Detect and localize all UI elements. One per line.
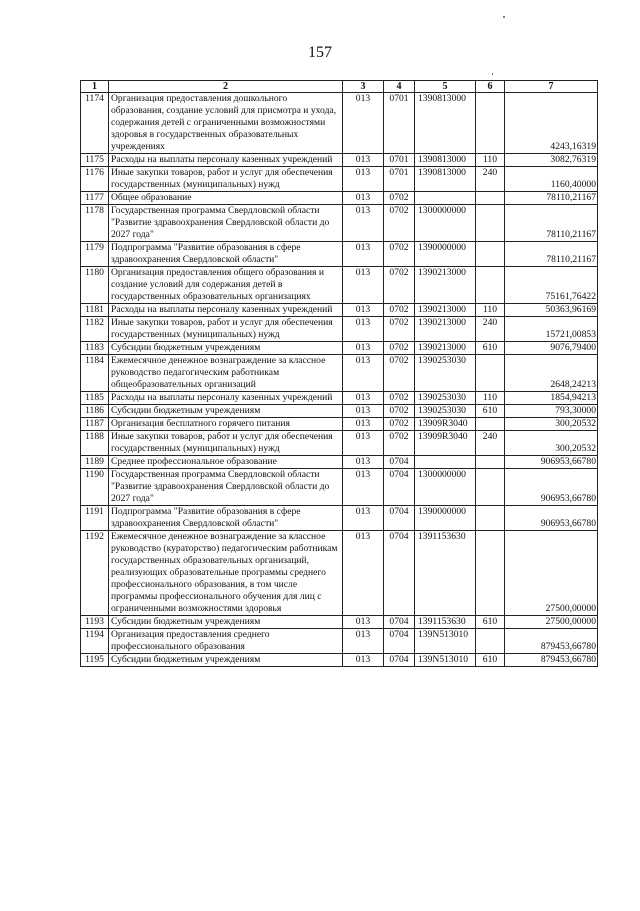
row-section-code: 0701 <box>384 93 415 154</box>
row-ministry-code: 013 <box>343 304 384 317</box>
column-header: 6 <box>476 81 505 93</box>
table-row <box>81 93 598 154</box>
row-ministry-code: 013 <box>343 531 384 616</box>
table-row <box>81 456 598 469</box>
row-section-code: 0702 <box>384 431 415 456</box>
row-number: 1193 <box>81 616 109 629</box>
row-ministry-code: 013 <box>343 192 384 205</box>
row-expense-type: 610 <box>476 654 505 667</box>
row-amount: 15721,00853 <box>505 317 598 342</box>
row-name: Субсидии бюджетным учреждениям <box>109 342 343 355</box>
row-name: Подпрограмма "Развитие образования в сфере здравоохранения Свердловской области" <box>109 242 343 267</box>
row-name: Среднее профессиональное образование <box>109 456 343 469</box>
row-section-code: 0701 <box>384 154 415 167</box>
row-section-code: 0702 <box>384 205 415 242</box>
row-expense-type <box>476 456 505 469</box>
row-section-code: 0702 <box>384 192 415 205</box>
row-target-article: 13909R3040 <box>415 418 476 431</box>
row-amount: 78110,21167 <box>505 242 598 267</box>
row-ministry-code: 013 <box>343 629 384 654</box>
row-ministry-code: 013 <box>343 654 384 667</box>
row-name: Организация бесплатного горячего питания <box>109 418 343 431</box>
row-section-code: 0702 <box>384 317 415 342</box>
row-section-code: 0702 <box>384 304 415 317</box>
row-number: 1178 <box>81 205 109 242</box>
row-number: 1188 <box>81 431 109 456</box>
row-target-article: 1391153630 <box>415 616 476 629</box>
table-row <box>81 355 598 392</box>
row-expense-type <box>476 506 505 531</box>
row-number: 1177 <box>81 192 109 205</box>
row-target-article: 139N513010 <box>415 654 476 667</box>
table-row <box>81 431 598 456</box>
row-ministry-code: 013 <box>343 317 384 342</box>
table-body <box>81 93 598 667</box>
row-expense-type <box>476 242 505 267</box>
row-name: Субсидии бюджетным учреждениям <box>109 616 343 629</box>
row-section-code: 0701 <box>384 167 415 192</box>
table-row <box>81 317 598 342</box>
row-number: 1195 <box>81 654 109 667</box>
row-ministry-code: 013 <box>343 267 384 304</box>
row-name: Ежемесячное денежное вознаграждение за классное руководство (кураторство) педагогическим работникам государственных образовательных организаций, реализующих образовательные программы среднего профессионального образования, в том числе программы профессионального обучения для лиц с ограниченными возможностями здоровья <box>109 531 343 616</box>
row-name: Государственная программа Свердловской области "Развитие здравоохранения Свердловской области до 2027 года" <box>109 469 343 506</box>
row-target-article: 1300000000 <box>415 205 476 242</box>
row-name: Иные закупки товаров, работ и услуг для обеспечения государственных (муниципальных) нужд <box>109 431 343 456</box>
row-target-article: 1390813000 <box>415 154 476 167</box>
row-target-article: 1390253030 <box>415 355 476 392</box>
row-name: Расходы на выплаты персоналу казенных учреждений <box>109 154 343 167</box>
row-name: Субсидии бюджетным учреждениям <box>109 405 343 418</box>
row-expense-type <box>476 418 505 431</box>
row-name: Субсидии бюджетным учреждениям <box>109 654 343 667</box>
row-section-code: 0702 <box>384 242 415 267</box>
row-amount: 50363,96169 <box>505 304 598 317</box>
table-row <box>81 304 598 317</box>
table-row <box>81 654 598 667</box>
row-ministry-code: 013 <box>343 93 384 154</box>
table-row <box>81 629 598 654</box>
row-number: 1181 <box>81 304 109 317</box>
row-amount: 906953,66780 <box>505 506 598 531</box>
row-expense-type <box>476 531 505 616</box>
row-expense-type <box>476 205 505 242</box>
table-row <box>81 267 598 304</box>
row-number: 1185 <box>81 392 109 405</box>
row-number: 1186 <box>81 405 109 418</box>
row-amount: 78110,21167 <box>505 205 598 242</box>
row-expense-type: 240 <box>476 431 505 456</box>
row-section-code: 0702 <box>384 267 415 304</box>
table-row <box>81 418 598 431</box>
row-amount: 9076,79400 <box>505 342 598 355</box>
column-header: 2 <box>109 81 343 93</box>
row-target-article: 139N513010 <box>415 629 476 654</box>
row-expense-type: 110 <box>476 392 505 405</box>
row-ministry-code: 013 <box>343 456 384 469</box>
row-ministry-code: 013 <box>343 431 384 456</box>
budget-table-container <box>80 80 597 667</box>
row-number: 1184 <box>81 355 109 392</box>
row-amount: 3082,76319 <box>505 154 598 167</box>
row-name: Иные закупки товаров, работ и услуг для обеспечения государственных (муниципальных) нужд <box>109 317 343 342</box>
row-target-article <box>415 456 476 469</box>
row-amount: 879453,66780 <box>505 654 598 667</box>
table-row <box>81 616 598 629</box>
row-amount: 27500,00000 <box>505 531 598 616</box>
row-target-article: 1390213000 <box>415 317 476 342</box>
row-expense-type: 110 <box>476 154 505 167</box>
row-number: 1190 <box>81 469 109 506</box>
table-row <box>81 154 598 167</box>
row-number: 1176 <box>81 167 109 192</box>
table-row <box>81 405 598 418</box>
row-amount: 906953,66780 <box>505 469 598 506</box>
row-ministry-code: 013 <box>343 392 384 405</box>
row-target-article: 1300000000 <box>415 469 476 506</box>
row-ministry-code: 013 <box>343 405 384 418</box>
row-expense-type: 610 <box>476 616 505 629</box>
row-name: Расходы на выплаты персоналу казенных учреждений <box>109 304 343 317</box>
table-row <box>81 506 598 531</box>
table-row <box>81 531 598 616</box>
row-expense-type: 610 <box>476 405 505 418</box>
row-name: Организация предоставления дошкольного образования, создание условий для присмотра и ухода, содержания детей с ограниченными возможностями здоровья в государственных образовательных учреждениях <box>109 93 343 154</box>
row-number: 1189 <box>81 456 109 469</box>
row-amount: 27500,00000 <box>505 616 598 629</box>
row-target-article: 1390213000 <box>415 342 476 355</box>
row-target-article: 1390000000 <box>415 506 476 531</box>
table-row <box>81 192 598 205</box>
row-number: 1187 <box>81 418 109 431</box>
row-number: 1194 <box>81 629 109 654</box>
column-header: 7 <box>505 81 598 93</box>
row-amount: 906953,66780 <box>505 456 598 469</box>
row-number: 1192 <box>81 531 109 616</box>
row-expense-type <box>476 469 505 506</box>
row-number: 1179 <box>81 242 109 267</box>
row-section-code: 0704 <box>384 629 415 654</box>
row-ministry-code: 013 <box>343 342 384 355</box>
row-target-article: 1390813000 <box>415 93 476 154</box>
row-name: Организация предоставления среднего профессионального образования <box>109 629 343 654</box>
row-amount: 1160,40000 <box>505 167 598 192</box>
row-target-article: 1390813000 <box>415 167 476 192</box>
row-target-article: 1390000000 <box>415 242 476 267</box>
table-row <box>81 205 598 242</box>
row-target-article: 1390253030 <box>415 392 476 405</box>
row-name: Общее образование <box>109 192 343 205</box>
row-section-code: 0704 <box>384 469 415 506</box>
row-expense-type: 610 <box>476 342 505 355</box>
row-ministry-code: 013 <box>343 205 384 242</box>
row-target-article <box>415 192 476 205</box>
table-row <box>81 167 598 192</box>
row-target-article: 1390213000 <box>415 304 476 317</box>
row-amount: 879453,66780 <box>505 629 598 654</box>
row-number: 1180 <box>81 267 109 304</box>
row-expense-type <box>476 192 505 205</box>
row-number: 1175 <box>81 154 109 167</box>
row-amount: 78110,21167 <box>505 192 598 205</box>
row-section-code: 0704 <box>384 654 415 667</box>
header-row <box>81 81 598 93</box>
row-section-code: 0702 <box>384 418 415 431</box>
scan-speck <box>492 73 493 75</box>
table-row <box>81 242 598 267</box>
row-expense-type <box>476 93 505 154</box>
page-number: 157 <box>308 44 332 61</box>
row-amount: 300,20532 <box>505 418 598 431</box>
row-number: 1183 <box>81 342 109 355</box>
row-amount: 793,30000 <box>505 405 598 418</box>
table-row <box>81 342 598 355</box>
row-name: Ежемесячное денежное вознаграждение за классное руководство педагогическим работникам общеобразовательных организаций <box>109 355 343 392</box>
column-header: 4 <box>384 81 415 93</box>
row-ministry-code: 013 <box>343 469 384 506</box>
table-row <box>81 392 598 405</box>
row-expense-type <box>476 267 505 304</box>
row-expense-type <box>476 629 505 654</box>
row-amount: 2648,24213 <box>505 355 598 392</box>
row-name: Иные закупки товаров, работ и услуг для обеспечения государственных (муниципальных) нужд <box>109 167 343 192</box>
row-section-code: 0702 <box>384 405 415 418</box>
row-name: Расходы на выплаты персоналу казенных учреждений <box>109 392 343 405</box>
row-section-code: 0704 <box>384 506 415 531</box>
row-name: Подпрограмма "Развитие образования в сфере здравоохранения Свердловской области" <box>109 506 343 531</box>
row-ministry-code: 013 <box>343 154 384 167</box>
row-section-code: 0704 <box>384 456 415 469</box>
row-amount: 1854,94213 <box>505 392 598 405</box>
row-ministry-code: 013 <box>343 418 384 431</box>
row-amount: 75161,76422 <box>505 267 598 304</box>
row-section-code: 0702 <box>384 355 415 392</box>
row-amount: 4243,16319 <box>505 93 598 154</box>
row-ministry-code: 013 <box>343 167 384 192</box>
row-section-code: 0704 <box>384 616 415 629</box>
column-header: 1 <box>81 81 109 93</box>
row-ministry-code: 013 <box>343 506 384 531</box>
table-row <box>81 469 598 506</box>
scan-speck <box>503 16 505 18</box>
row-ministry-code: 013 <box>343 242 384 267</box>
row-number: 1191 <box>81 506 109 531</box>
column-header: 5 <box>415 81 476 93</box>
row-expense-type: 110 <box>476 304 505 317</box>
row-expense-type: 240 <box>476 167 505 192</box>
column-header: 3 <box>343 81 384 93</box>
row-name: Государственная программа Свердловской области "Развитие здравоохранения Свердловской области до 2027 года" <box>109 205 343 242</box>
row-expense-type: 240 <box>476 317 505 342</box>
row-target-article: 13909R3040 <box>415 431 476 456</box>
row-name: Организация предоставления общего образования и создание условий для содержания детей в государственных образовательных организациях <box>109 267 343 304</box>
row-target-article: 1390213000 <box>415 267 476 304</box>
row-number: 1174 <box>81 93 109 154</box>
row-target-article: 1390253030 <box>415 405 476 418</box>
row-ministry-code: 013 <box>343 355 384 392</box>
row-expense-type <box>476 355 505 392</box>
row-section-code: 0704 <box>384 531 415 616</box>
row-section-code: 0702 <box>384 342 415 355</box>
row-target-article: 1391153630 <box>415 531 476 616</box>
budget-table <box>80 80 598 667</box>
row-amount: 300,20532 <box>505 431 598 456</box>
row-number: 1182 <box>81 317 109 342</box>
row-section-code: 0702 <box>384 392 415 405</box>
row-ministry-code: 013 <box>343 616 384 629</box>
